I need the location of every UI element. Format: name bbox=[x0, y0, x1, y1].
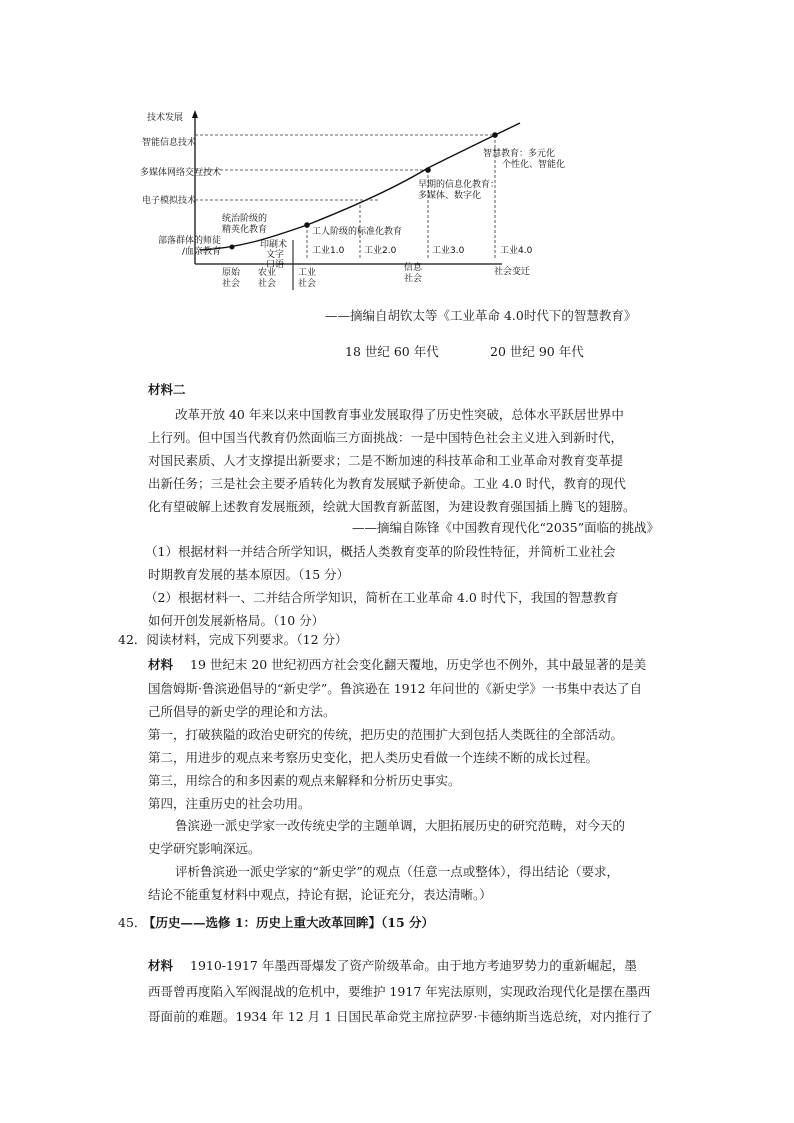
q45-line-1: 1910-1917 年墨西哥爆发了资产阶级革命。由于地方考迪罗势力的重新崛起，墨 bbox=[190, 958, 637, 973]
question-2-line-1: （2）根据材料一、二并结合所学知识，简析在工业革命 4.0 时代下，我国的智慧教育 bbox=[145, 590, 619, 605]
label-industry-3: 工业3.0 bbox=[432, 246, 465, 256]
q45-title: 【历史——选修 1：历史上重大改革回眸】（15 分） bbox=[143, 915, 435, 930]
society-primitive-2: 社会 bbox=[222, 279, 241, 289]
q42-line-1: 19 世纪末 20 世纪初西方社会变化翻天覆地，历史学也不例外，其中最显著的是美 bbox=[190, 657, 647, 672]
question-2-line-2: 如何开创发展新格局。（10 分） bbox=[148, 613, 325, 628]
label-early-info-1: 早期的信息化教育： bbox=[418, 180, 500, 190]
material2-source: ——摘编自陈锋《中国教育现代化“2035”面临的挑战》 bbox=[352, 520, 660, 535]
point-tribal bbox=[230, 245, 235, 250]
label-standardized: 工人阶级的标准化教育 bbox=[312, 227, 403, 237]
label-smart-2: 个性化、智能化 bbox=[502, 160, 566, 170]
material2-line-3: 对国民素质、人才支撑提出新要求；二是不断加速的科技革命和工业革命对教育变革提 bbox=[148, 453, 624, 468]
y-level-smart: 智能信息技术 bbox=[142, 138, 197, 148]
era-label-2: 20 世纪 90 年代 bbox=[490, 344, 584, 359]
q42-point-1: 第一，打破狭隘的政治史研究的传统，把历史的范围扩大到包括人类既往的全部活动。 bbox=[148, 727, 624, 742]
q45-number: 45． bbox=[118, 915, 147, 930]
q42-point-3: 第三，用综合的和多因素的观点来解释和分析历史事实。 bbox=[148, 773, 461, 788]
label-elite-2: 精英化教育 bbox=[222, 225, 268, 235]
point-information bbox=[425, 167, 431, 173]
label-early-info-2: 多媒体、数字化 bbox=[418, 191, 482, 201]
education-technology-figure bbox=[140, 100, 590, 300]
q42-material-label: 材料 bbox=[148, 657, 174, 672]
q42-task-2: 结论不能重复材料中观点，持论有据，论证充分，表达清晰。） bbox=[148, 887, 492, 902]
q45-line-2: 西哥曾再度陷入军阀混战的危机中，要维护 1917 年宪法原则，实现政治现代化是摆在墨西 bbox=[148, 984, 651, 999]
label-elite-1: 统治阶级的 bbox=[222, 214, 268, 224]
q42-summary-1: 鲁滨逊一派史学家一改传统史学的主题单调，大胆拓展历史的研究范畴，对今天的 bbox=[175, 818, 626, 833]
society-agri-1: 农业 bbox=[258, 268, 277, 278]
source-1: ——摘编自胡钦太等《工业革命 4.0时代下的智慧教育》 bbox=[325, 308, 637, 323]
q42-line-3: 己所倡导的新史学的理论和方法。 bbox=[148, 704, 336, 719]
label-industry-4: 工业4.0 bbox=[500, 246, 533, 256]
label-speech: 口语 bbox=[266, 260, 285, 270]
label-tribal-1: 部落群体的师徒 bbox=[158, 236, 222, 246]
society-info-1: 信息 bbox=[404, 263, 423, 273]
label-industry-1: 工业1.0 bbox=[312, 246, 345, 256]
point-smart bbox=[492, 132, 498, 138]
material2-line-4: 出新任务；三是社会主要矛盾转化为教育发展赋予新使命。工业 4.0 时代，教育的现代 bbox=[148, 476, 626, 491]
material2-line-1: 改革开放 40 年来以来中国教育事业发展取得了历史性突破，总体水平跃居世界中 bbox=[175, 407, 624, 422]
y-axis-arrow bbox=[192, 110, 198, 118]
q42-title: 42．阅读材料，完成下列要求。（12 分） bbox=[118, 632, 348, 647]
x-axis-title: 社会变迁 bbox=[494, 267, 531, 277]
q45-line-3: 哥面前的难题。1934 年 12 月 1 日国民革命党主席拉萨罗·卡德纳斯当选总统，对内推行了 bbox=[148, 1009, 653, 1024]
society-agri-2: 社会 bbox=[258, 279, 277, 289]
q42-task-1: 评析鲁滨逊一派史学家的“新史学”的观点（任意一点或整体），得出结论（要求， bbox=[175, 864, 620, 879]
era-label-1: 18 世纪 60 年代 bbox=[345, 344, 439, 359]
label-tribal-2: /血亲教育 bbox=[182, 247, 222, 257]
society-info-2: 社会 bbox=[404, 274, 423, 284]
q45-material-label: 材料 bbox=[148, 958, 174, 973]
y-axis-title: 技术发展 bbox=[147, 113, 184, 123]
material2-heading: 材料二 bbox=[148, 382, 186, 397]
y-level-multimedia: 多媒体网络交互技术 bbox=[140, 168, 222, 178]
material2-line-2: 上行列。但中国当代教育仍然面临三方面挑战：一是中国特色社会主义进入到新时代， bbox=[148, 430, 624, 445]
label-writing: 文字 bbox=[266, 250, 285, 260]
society-primitive-1: 原始 bbox=[222, 268, 241, 278]
label-smart-1: 智慧教育：多元化 bbox=[483, 149, 556, 159]
material2-line-5: 化有望破解上述教育发展瓶颈，绘就大国教育新蓝图，为建设教育强国插上腾飞的翅膀。 bbox=[148, 499, 636, 514]
question-1-line-1: （1）根据材料一并结合所学知识，概括人类教育变革的阶段性特征，并简析工业社会 bbox=[145, 544, 616, 559]
q42-point-2: 第二，用进步的观点来考察历史变化，把人类历史看做一个连续不断的成长过程。 bbox=[148, 750, 599, 765]
q42-line-2: 国詹姆斯·鲁滨逊倡导的“新史学”。鲁滨逊在 1912 年问世的《新史学》一书集中表达了自 bbox=[148, 681, 643, 696]
society-industrial-2: 社会 bbox=[298, 279, 317, 289]
label-industry-2: 工业2.0 bbox=[364, 246, 397, 256]
q42-point-4: 第四，注重历史的社会功用。 bbox=[148, 796, 311, 811]
question-1-line-2: 时期教育发展的基本原因。（15 分） bbox=[148, 567, 350, 582]
y-level-electronic: 电子模拟技术 bbox=[142, 196, 197, 206]
point-industrial bbox=[304, 222, 310, 228]
label-printing: 印刷术 bbox=[260, 240, 288, 250]
society-industrial-1: 工业 bbox=[298, 268, 317, 278]
q42-summary-2: 史学研究影响深远。 bbox=[148, 841, 261, 856]
